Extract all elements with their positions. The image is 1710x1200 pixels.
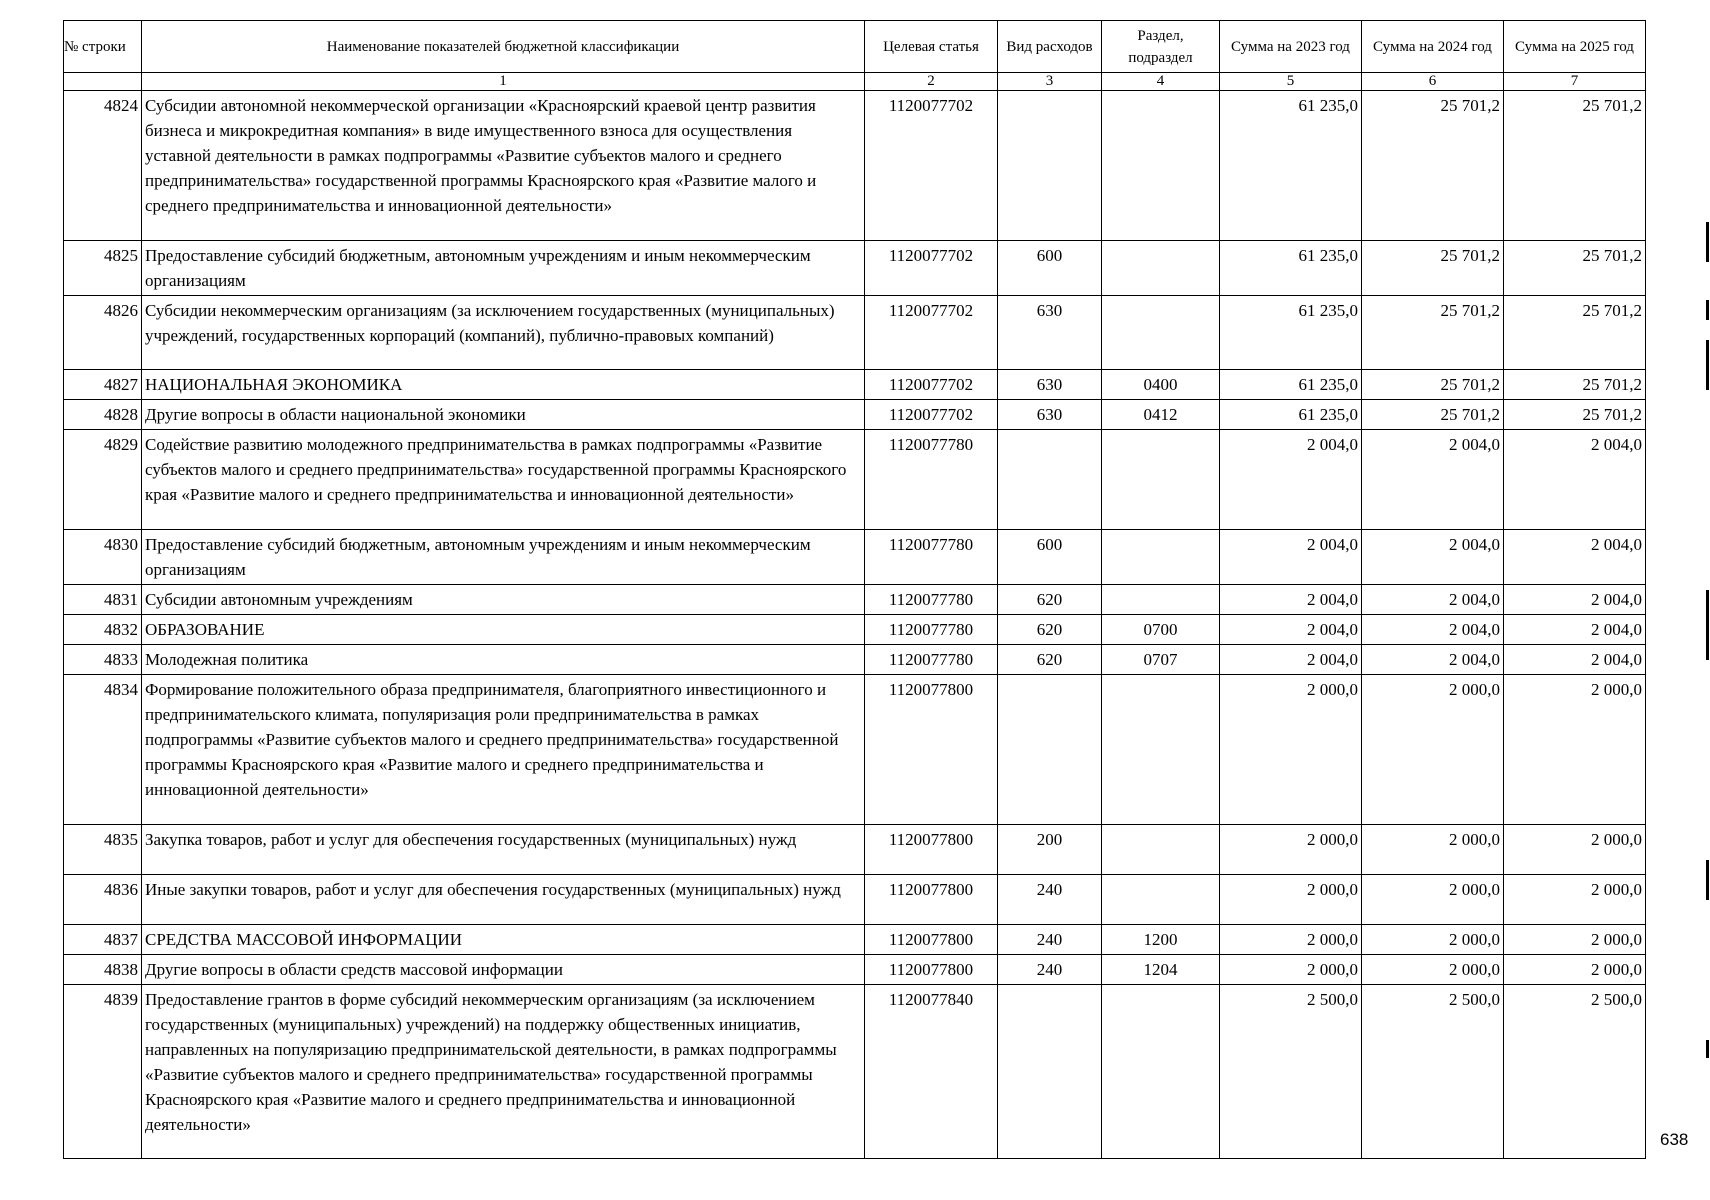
expense-type: 240: [998, 875, 1102, 925]
sum-2023: 2 000,0: [1220, 875, 1362, 925]
row-number: 4831: [64, 585, 142, 615]
sum-2024: 2 000,0: [1362, 675, 1504, 825]
column-number: 4: [1102, 73, 1220, 91]
sum-2024: 25 701,2: [1362, 370, 1504, 400]
table-row: [64, 430, 1646, 530]
target-article: 1120077800: [865, 875, 998, 925]
header-row: [64, 21, 1646, 73]
indicator-name: Другие вопросы в области национальной экономики: [142, 400, 865, 430]
section-code: [1102, 585, 1220, 615]
sum-2024: 2 004,0: [1362, 530, 1504, 585]
budget-table: [63, 20, 1646, 1159]
sum-2024: 25 701,2: [1362, 91, 1504, 241]
sum-2024: 2 004,0: [1362, 430, 1504, 530]
target-article: 1120077840: [865, 985, 998, 1159]
sum-2023: 61 235,0: [1220, 296, 1362, 370]
expense-type: 630: [998, 400, 1102, 430]
expense-type: [998, 675, 1102, 825]
target-article: 1120077780: [865, 615, 998, 645]
sum-2023: 61 235,0: [1220, 91, 1362, 241]
row-number: 4834: [64, 675, 142, 825]
expense-type: 630: [998, 370, 1102, 400]
table-row: [64, 585, 1646, 615]
section-code: 1200: [1102, 925, 1220, 955]
section-code: [1102, 530, 1220, 585]
header-expense-type: Вид расходов: [998, 21, 1102, 73]
table-row: [64, 955, 1646, 985]
expense-type: 240: [998, 925, 1102, 955]
sum-2024: 2 000,0: [1362, 955, 1504, 985]
expense-type: 620: [998, 645, 1102, 675]
row-number: 4839: [64, 985, 142, 1159]
sum-2024: 25 701,2: [1362, 241, 1504, 296]
section-code: 0412: [1102, 400, 1220, 430]
target-article: 1120077702: [865, 91, 998, 241]
page-number: 638: [1660, 1130, 1689, 1149]
section-code: 0400: [1102, 370, 1220, 400]
sum-2024: 25 701,2: [1362, 400, 1504, 430]
row-number: 4830: [64, 530, 142, 585]
sum-2025: 2 004,0: [1504, 615, 1646, 645]
sum-2024: 2 004,0: [1362, 645, 1504, 675]
target-article: 1120077780: [865, 645, 998, 675]
row-number: 4827: [64, 370, 142, 400]
target-article: 1120077800: [865, 825, 998, 875]
sum-2024: 2 000,0: [1362, 875, 1504, 925]
scan-edge-mark: [1706, 860, 1709, 900]
indicator-name: Предоставление субсидий бюджетным, автономным учреждениям и иным некоммерческим организациям: [142, 530, 865, 585]
sum-2023: 2 004,0: [1220, 645, 1362, 675]
sum-2025: 2 004,0: [1504, 530, 1646, 585]
target-article: 1120077800: [865, 955, 998, 985]
row-number: 4832: [64, 615, 142, 645]
expense-type: 200: [998, 825, 1102, 875]
sum-2025: 25 701,2: [1504, 241, 1646, 296]
sum-2025: 2 004,0: [1504, 645, 1646, 675]
section-code: [1102, 985, 1220, 1159]
table-row: [64, 296, 1646, 370]
scan-edge-mark: [1706, 300, 1709, 320]
section-code: [1102, 875, 1220, 925]
target-article: 1120077780: [865, 530, 998, 585]
scan-edge-mark: [1706, 222, 1709, 262]
row-number: 4838: [64, 955, 142, 985]
sum-2023: 2 000,0: [1220, 925, 1362, 955]
sum-2023: 2 004,0: [1220, 530, 1362, 585]
sum-2024: 2 004,0: [1362, 615, 1504, 645]
sum-2025: 25 701,2: [1504, 400, 1646, 430]
sum-2025: 25 701,2: [1504, 91, 1646, 241]
header-sum-2023: Сумма на 2023 год: [1220, 21, 1362, 73]
sum-2025: 25 701,2: [1504, 370, 1646, 400]
section-code: 0700: [1102, 615, 1220, 645]
row-number: 4835: [64, 825, 142, 875]
column-number: 2: [865, 73, 998, 91]
target-article: 1120077702: [865, 241, 998, 296]
target-article: 1120077702: [865, 296, 998, 370]
table-row: [64, 615, 1646, 645]
sum-2023: 61 235,0: [1220, 241, 1362, 296]
sum-2023: 2 000,0: [1220, 675, 1362, 825]
expense-type: 240: [998, 955, 1102, 985]
indicator-name: Субсидии автономным учреждениям: [142, 585, 865, 615]
expense-type: 620: [998, 615, 1102, 645]
indicator-name: НАЦИОНАЛЬНАЯ ЭКОНОМИКА: [142, 370, 865, 400]
expense-type: 620: [998, 585, 1102, 615]
section-code: [1102, 825, 1220, 875]
table-row: [64, 530, 1646, 585]
column-number: 3: [998, 73, 1102, 91]
target-article: 1120077780: [865, 430, 998, 530]
table-row: [64, 370, 1646, 400]
scan-edge-mark: [1706, 340, 1709, 390]
sum-2023: 61 235,0: [1220, 400, 1362, 430]
row-number: 4828: [64, 400, 142, 430]
sum-2023: 61 235,0: [1220, 370, 1362, 400]
table-row: [64, 241, 1646, 296]
header-sum-2024: Сумма на 2024 год: [1362, 21, 1504, 73]
section-code: 1204: [1102, 955, 1220, 985]
column-number: [64, 73, 142, 91]
expense-type: [998, 985, 1102, 1159]
sum-2023: 2 000,0: [1220, 825, 1362, 875]
sum-2025: 2 500,0: [1504, 985, 1646, 1159]
header-row-number: № строки: [64, 21, 142, 73]
sum-2023: 2 500,0: [1220, 985, 1362, 1159]
sum-2024: 25 701,2: [1362, 296, 1504, 370]
row-number: 4826: [64, 296, 142, 370]
column-number: 5: [1220, 73, 1362, 91]
sum-2023: 2 004,0: [1220, 585, 1362, 615]
sum-2024: 2 004,0: [1362, 585, 1504, 615]
table-row: [64, 985, 1646, 1159]
row-number: 4836: [64, 875, 142, 925]
expense-type: 630: [998, 296, 1102, 370]
target-article: 1120077702: [865, 400, 998, 430]
indicator-name: Субсидии автономной некоммерческой организации «Красноярский краевой центр развития бизнеса и микрокредитная компания» в виде имущественного взноса для осуществления уставной деятельности в рамках подпрограммы «Развитие субъектов малого и среднего предпринимательства» государственной программы Красноярского края «Развитие малого и среднего предпринимательства и инновационной деятельности»: [142, 91, 865, 241]
header-indicator-name: Наименование показателей бюджетной классификации: [142, 21, 865, 73]
indicator-name: Предоставление грантов в форме субсидий некоммерческим организациям (за исключением государственных (муниципальных) учреждений) на поддержку общественных инициатив, направленных на популяризацию предпринимательской деятельности, в рамках подпрограммы «Развитие субъектов малого и среднего предпринимательства» государственной программы Красноярского края «Развитие малого и среднего предпринимательства и инновационной деятельности»: [142, 985, 865, 1159]
table-row: [64, 675, 1646, 825]
indicator-name: Закупка товаров, работ и услуг для обеспечения государственных (муниципальных) нужд: [142, 825, 865, 875]
table-row: [64, 925, 1646, 955]
table-body: [64, 91, 1646, 1159]
indicator-name: Другие вопросы в области средств массовой информации: [142, 955, 865, 985]
sum-2024: 2 000,0: [1362, 825, 1504, 875]
scan-edge-mark: [1706, 1040, 1709, 1058]
target-article: 1120077702: [865, 370, 998, 400]
table-row: [64, 91, 1646, 241]
expense-type: [998, 430, 1102, 530]
sum-2025: 2 004,0: [1504, 585, 1646, 615]
target-article: 1120077800: [865, 925, 998, 955]
indicator-name: Предоставление субсидий бюджетным, автономным учреждениям и иным некоммерческим организациям: [142, 241, 865, 296]
sum-2025: 2 004,0: [1504, 430, 1646, 530]
section-code: [1102, 430, 1220, 530]
indicator-name: Иные закупки товаров, работ и услуг для обеспечения государственных (муниципальных) нужд: [142, 875, 865, 925]
header-sum-2025: Сумма на 2025 год: [1504, 21, 1646, 73]
sum-2025: 2 000,0: [1504, 825, 1646, 875]
target-article: 1120077800: [865, 675, 998, 825]
sum-2023: 2 004,0: [1220, 615, 1362, 645]
section-code: [1102, 91, 1220, 241]
header-section: Раздел, подраздел: [1102, 21, 1220, 73]
expense-type: [998, 91, 1102, 241]
section-code: [1102, 296, 1220, 370]
sum-2025: 2 000,0: [1504, 875, 1646, 925]
indicator-name: СРЕДСТВА МАССОВОЙ ИНФОРМАЦИИ: [142, 925, 865, 955]
row-number: 4825: [64, 241, 142, 296]
scan-edge-mark: [1706, 590, 1709, 660]
sum-2024: 2 500,0: [1362, 985, 1504, 1159]
expense-type: 600: [998, 530, 1102, 585]
sum-2025: 2 000,0: [1504, 925, 1646, 955]
sum-2025: 2 000,0: [1504, 955, 1646, 985]
indicator-name: Субсидии некоммерческим организациям (за исключением государственных (муниципальных) учреждений, государственных корпораций (компаний), публично-правовых компаний): [142, 296, 865, 370]
section-code: [1102, 241, 1220, 296]
table-row: [64, 825, 1646, 875]
sum-2024: 2 000,0: [1362, 925, 1504, 955]
sum-2023: 2 000,0: [1220, 955, 1362, 985]
expense-type: 600: [998, 241, 1102, 296]
column-number: 6: [1362, 73, 1504, 91]
section-code: 0707: [1102, 645, 1220, 675]
indicator-name: Формирование положительного образа предпринимателя, благоприятного инвестиционного и предпринимательского климата, популяризация роли предпринимательства в рамках подпрограммы «Развитие субъектов малого и среднего предпринимательства» государственной программы Красноярского края «Развитие малого и среднего предпринимательства и инновационной деятельности»: [142, 675, 865, 825]
indicator-name: Содействие развитию молодежного предпринимательства в рамках подпрограммы «Развитие субъектов малого и среднего предпринимательства» государственной программы Красноярского края «Развитие малого и среднего предпринимательства и инновационной деятельности»: [142, 430, 865, 530]
column-number: 1: [142, 73, 865, 91]
table-row: [64, 875, 1646, 925]
indicator-name: ОБРАЗОВАНИЕ: [142, 615, 865, 645]
header-target-article: Целевая статья: [865, 21, 998, 73]
sum-2023: 2 004,0: [1220, 430, 1362, 530]
sum-2025: 2 000,0: [1504, 675, 1646, 825]
row-number: 4829: [64, 430, 142, 530]
row-number: 4824: [64, 91, 142, 241]
indicator-name: Молодежная политика: [142, 645, 865, 675]
row-number: 4833: [64, 645, 142, 675]
table-row: [64, 400, 1646, 430]
column-number: 7: [1504, 73, 1646, 91]
sum-2025: 25 701,2: [1504, 296, 1646, 370]
row-number: 4837: [64, 925, 142, 955]
column-number-row: [64, 73, 1646, 91]
target-article: 1120077780: [865, 585, 998, 615]
table-row: [64, 645, 1646, 675]
section-code: [1102, 675, 1220, 825]
